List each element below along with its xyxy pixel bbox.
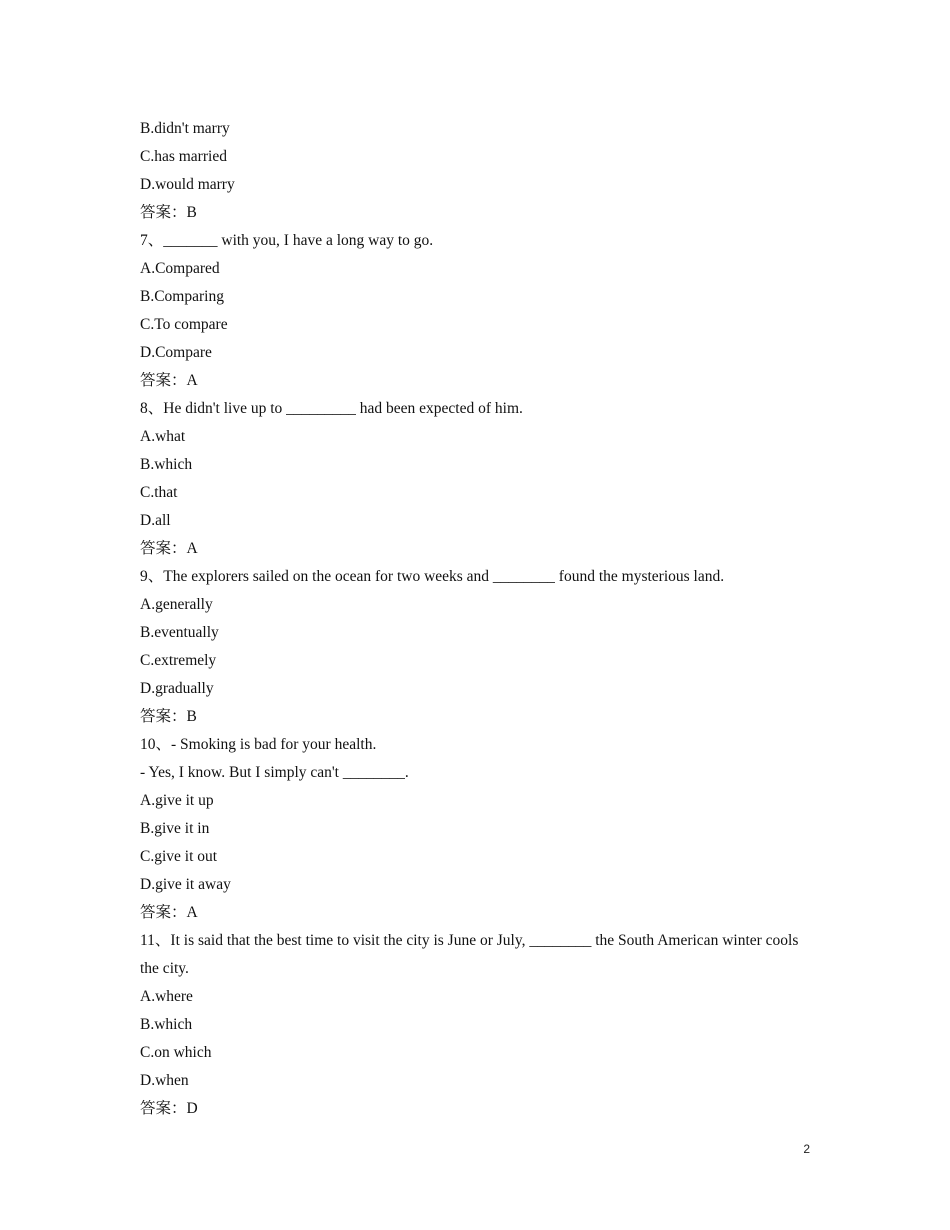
answer-line: 答案：A xyxy=(140,372,198,389)
option-line: B.eventually xyxy=(140,624,219,641)
option-line: C.has married xyxy=(140,148,227,165)
option-line: D.give it away xyxy=(140,876,231,893)
option-line: A.give it up xyxy=(140,792,214,809)
option-line: A.where xyxy=(140,988,193,1005)
option-line: D.gradually xyxy=(140,680,214,697)
answer-line: 答案：B xyxy=(140,708,197,725)
option-line: B.didn't marry xyxy=(140,120,230,137)
option-line: B.give it in xyxy=(140,820,210,837)
option-line: C.extremely xyxy=(140,652,217,669)
option-line: D.all xyxy=(140,512,171,529)
answer-line: 答案：D xyxy=(140,1100,198,1117)
option-line: B.which xyxy=(140,456,193,473)
document-content xyxy=(140,115,820,1123)
option-line: D.Compare xyxy=(140,344,212,361)
answer-line: 答案：B xyxy=(140,204,197,221)
option-line: A.what xyxy=(140,428,186,445)
option-line: C.on which xyxy=(140,1044,212,1061)
option-line: C.To compare xyxy=(140,316,228,333)
option-line: D.when xyxy=(140,1072,189,1089)
question-line: 9、The explorers sailed on the ocean for two weeks and ________ found the mysterious land. xyxy=(140,568,725,585)
answer-line: 答案：A xyxy=(140,540,198,557)
answer-line: 答案：A xyxy=(140,904,198,921)
question-line: 8、He didn't live up to _________ had been expected of him. xyxy=(140,400,523,417)
question-line: - Yes, I know. But I simply can't ________. xyxy=(140,764,409,781)
option-line: C.give it out xyxy=(140,848,218,865)
option-line: D.would marry xyxy=(140,176,235,193)
option-line: A.Compared xyxy=(140,260,220,277)
page-number: 2 xyxy=(803,1142,810,1156)
option-line: C.that xyxy=(140,484,178,501)
option-line: A.generally xyxy=(140,596,213,613)
question-line: 10、- Smoking is bad for your health. xyxy=(140,736,377,753)
option-line: B.which xyxy=(140,1016,193,1033)
question-line: 11、It is said that the best time to visit the city is June or July, ________ the South American winter cools the city. xyxy=(140,932,799,977)
option-line: B.Comparing xyxy=(140,288,224,305)
question-line: 7、_______ with you, I have a long way to go. xyxy=(140,232,434,249)
